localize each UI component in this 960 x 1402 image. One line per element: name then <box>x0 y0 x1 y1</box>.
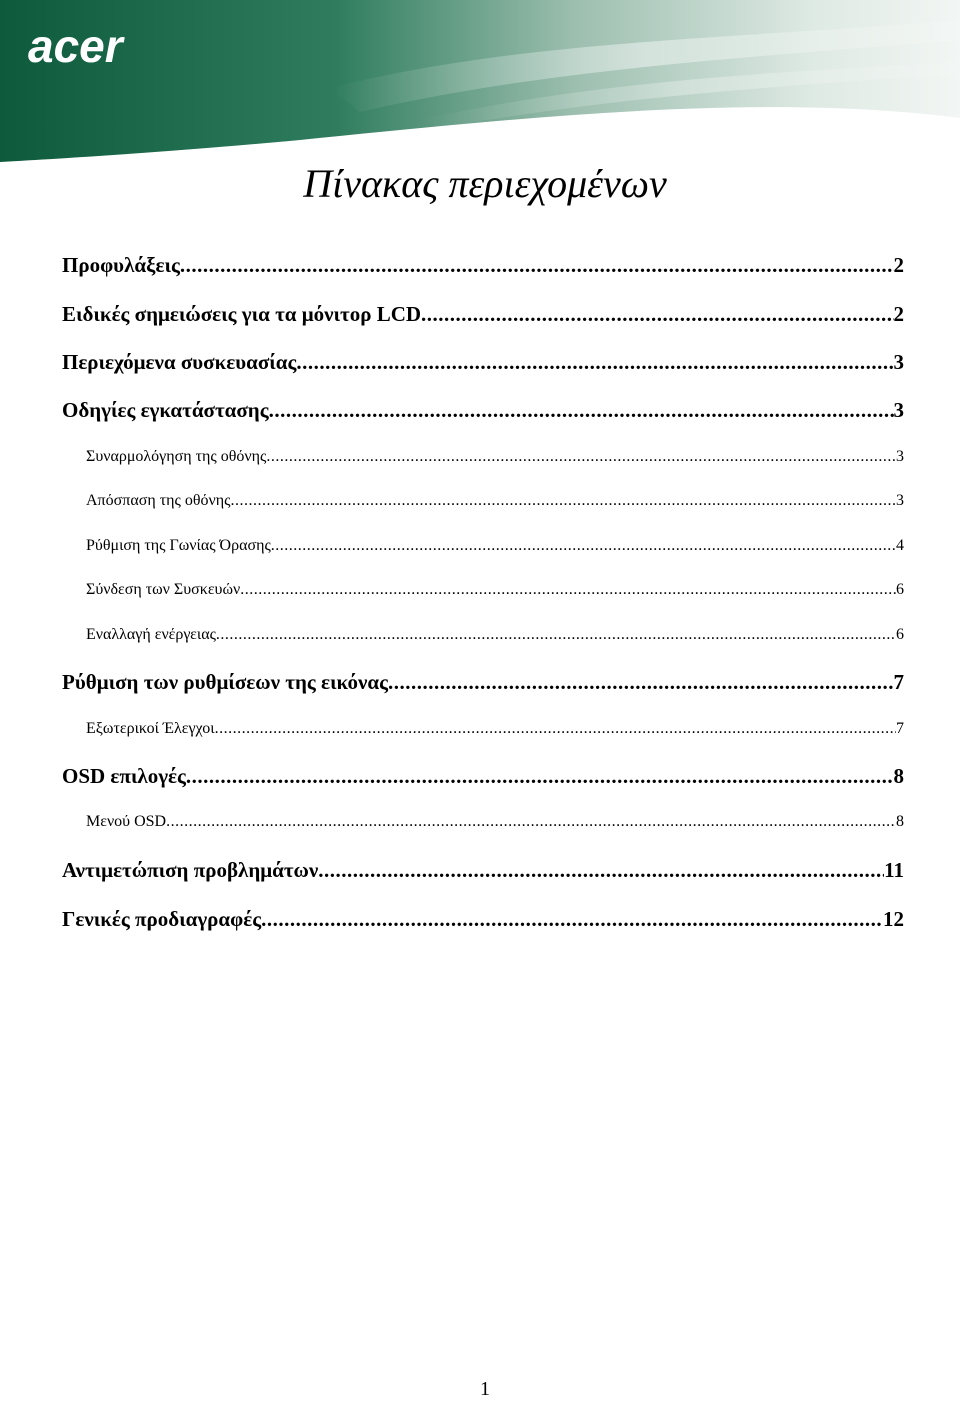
toc-entry[interactable] <box>62 907 904 932</box>
toc-entry[interactable] <box>86 537 904 555</box>
toc-leader-dots <box>421 302 893 327</box>
toc-entry-label: Σύνδεση των Συσκευών <box>86 581 241 598</box>
toc-entry[interactable] <box>86 581 904 599</box>
toc-leader-dots <box>296 350 893 375</box>
toc-entry-page: 3 <box>893 350 904 374</box>
toc-entry-label: Εναλλαγή ενέργειας <box>86 626 216 643</box>
toc-entry[interactable] <box>62 253 904 278</box>
acer-logo: acer <box>28 20 123 72</box>
toc-entry[interactable] <box>86 813 904 831</box>
toc-entry-label: Μενού OSD <box>86 813 167 830</box>
toc-entry-label: Αντιμετώπιση προβλημάτων <box>62 858 319 882</box>
toc-entry-label: Συναρμολόγηση της οθόνης <box>86 448 267 465</box>
toc-entry[interactable] <box>86 448 904 466</box>
toc-leader-dots <box>271 537 896 555</box>
page-title: Πίνακας περιεχομένων <box>303 161 667 206</box>
toc-leader-dots <box>186 764 894 789</box>
toc-leader-dots <box>269 398 894 423</box>
toc-entry[interactable] <box>86 626 904 644</box>
toc-entry-page: 3 <box>893 398 904 422</box>
toc-entry-page: 3 <box>896 492 904 509</box>
toc-entry-label: Προφυλάξεις <box>62 253 180 277</box>
page-header <box>0 0 960 165</box>
toc-entry-label: Απόσπαση της οθόνης <box>86 492 231 509</box>
toc-entry-page: 2 <box>893 253 904 277</box>
toc-entry[interactable] <box>86 720 904 738</box>
toc-entry-label: Εξωτερικοί Έλεγχοι <box>86 720 215 737</box>
toc-entry[interactable] <box>62 670 904 695</box>
toc-entry-label: OSD επιλογές <box>62 764 186 788</box>
toc-leader-dots <box>215 720 896 738</box>
toc-entry[interactable] <box>62 350 904 375</box>
toc-entry[interactable] <box>62 398 904 423</box>
toc-leader-dots <box>180 253 894 278</box>
toc-entry-page: 6 <box>896 626 904 643</box>
toc-leader-dots <box>266 448 896 466</box>
toc-entry-page: 11 <box>884 858 904 882</box>
toc-leader-dots <box>230 492 896 510</box>
toc-leader-dots <box>261 907 883 932</box>
toc-entry[interactable] <box>62 764 904 789</box>
toc-entry-page: 6 <box>896 581 904 598</box>
toc-entry-page: 8 <box>893 764 904 788</box>
toc-leader-dots <box>166 813 896 831</box>
page-number: 1 <box>480 1378 490 1400</box>
toc-entry-page: 2 <box>893 302 904 326</box>
toc-entry[interactable] <box>62 302 904 327</box>
toc-leader-dots <box>216 626 896 644</box>
toc-entry[interactable] <box>62 858 904 883</box>
toc-entry[interactable] <box>86 492 904 510</box>
toc-entry-label: Οδηγίες εγκατάστασης <box>62 398 269 422</box>
toc-entry-page: 3 <box>896 448 904 465</box>
toc-entry-page: 7 <box>893 670 904 694</box>
toc-leader-dots <box>318 858 884 883</box>
toc-entry-page: 8 <box>896 813 904 830</box>
toc-entry-label: Ειδικές σημειώσεις για τα μόνιτορ LCD <box>62 302 422 326</box>
toc-entry-label: Περιεχόμενα συσκευασίας <box>62 350 297 374</box>
toc-entry-label: Ρύθμιση της Γωνίας Όρασης <box>86 537 271 554</box>
toc-entry-page: 4 <box>896 537 904 554</box>
toc-entry-label: Ρύθμιση των ρυθμίσεων της εικόνας <box>62 670 388 694</box>
toc-leader-dots <box>388 670 894 695</box>
header-banner <box>0 0 960 165</box>
toc-entry-page: 7 <box>896 720 904 737</box>
toc-leader-dots <box>240 581 896 599</box>
toc-entry-page: 12 <box>883 907 904 931</box>
toc-entry-label: Γενικές προδιαγραφές <box>62 907 262 931</box>
